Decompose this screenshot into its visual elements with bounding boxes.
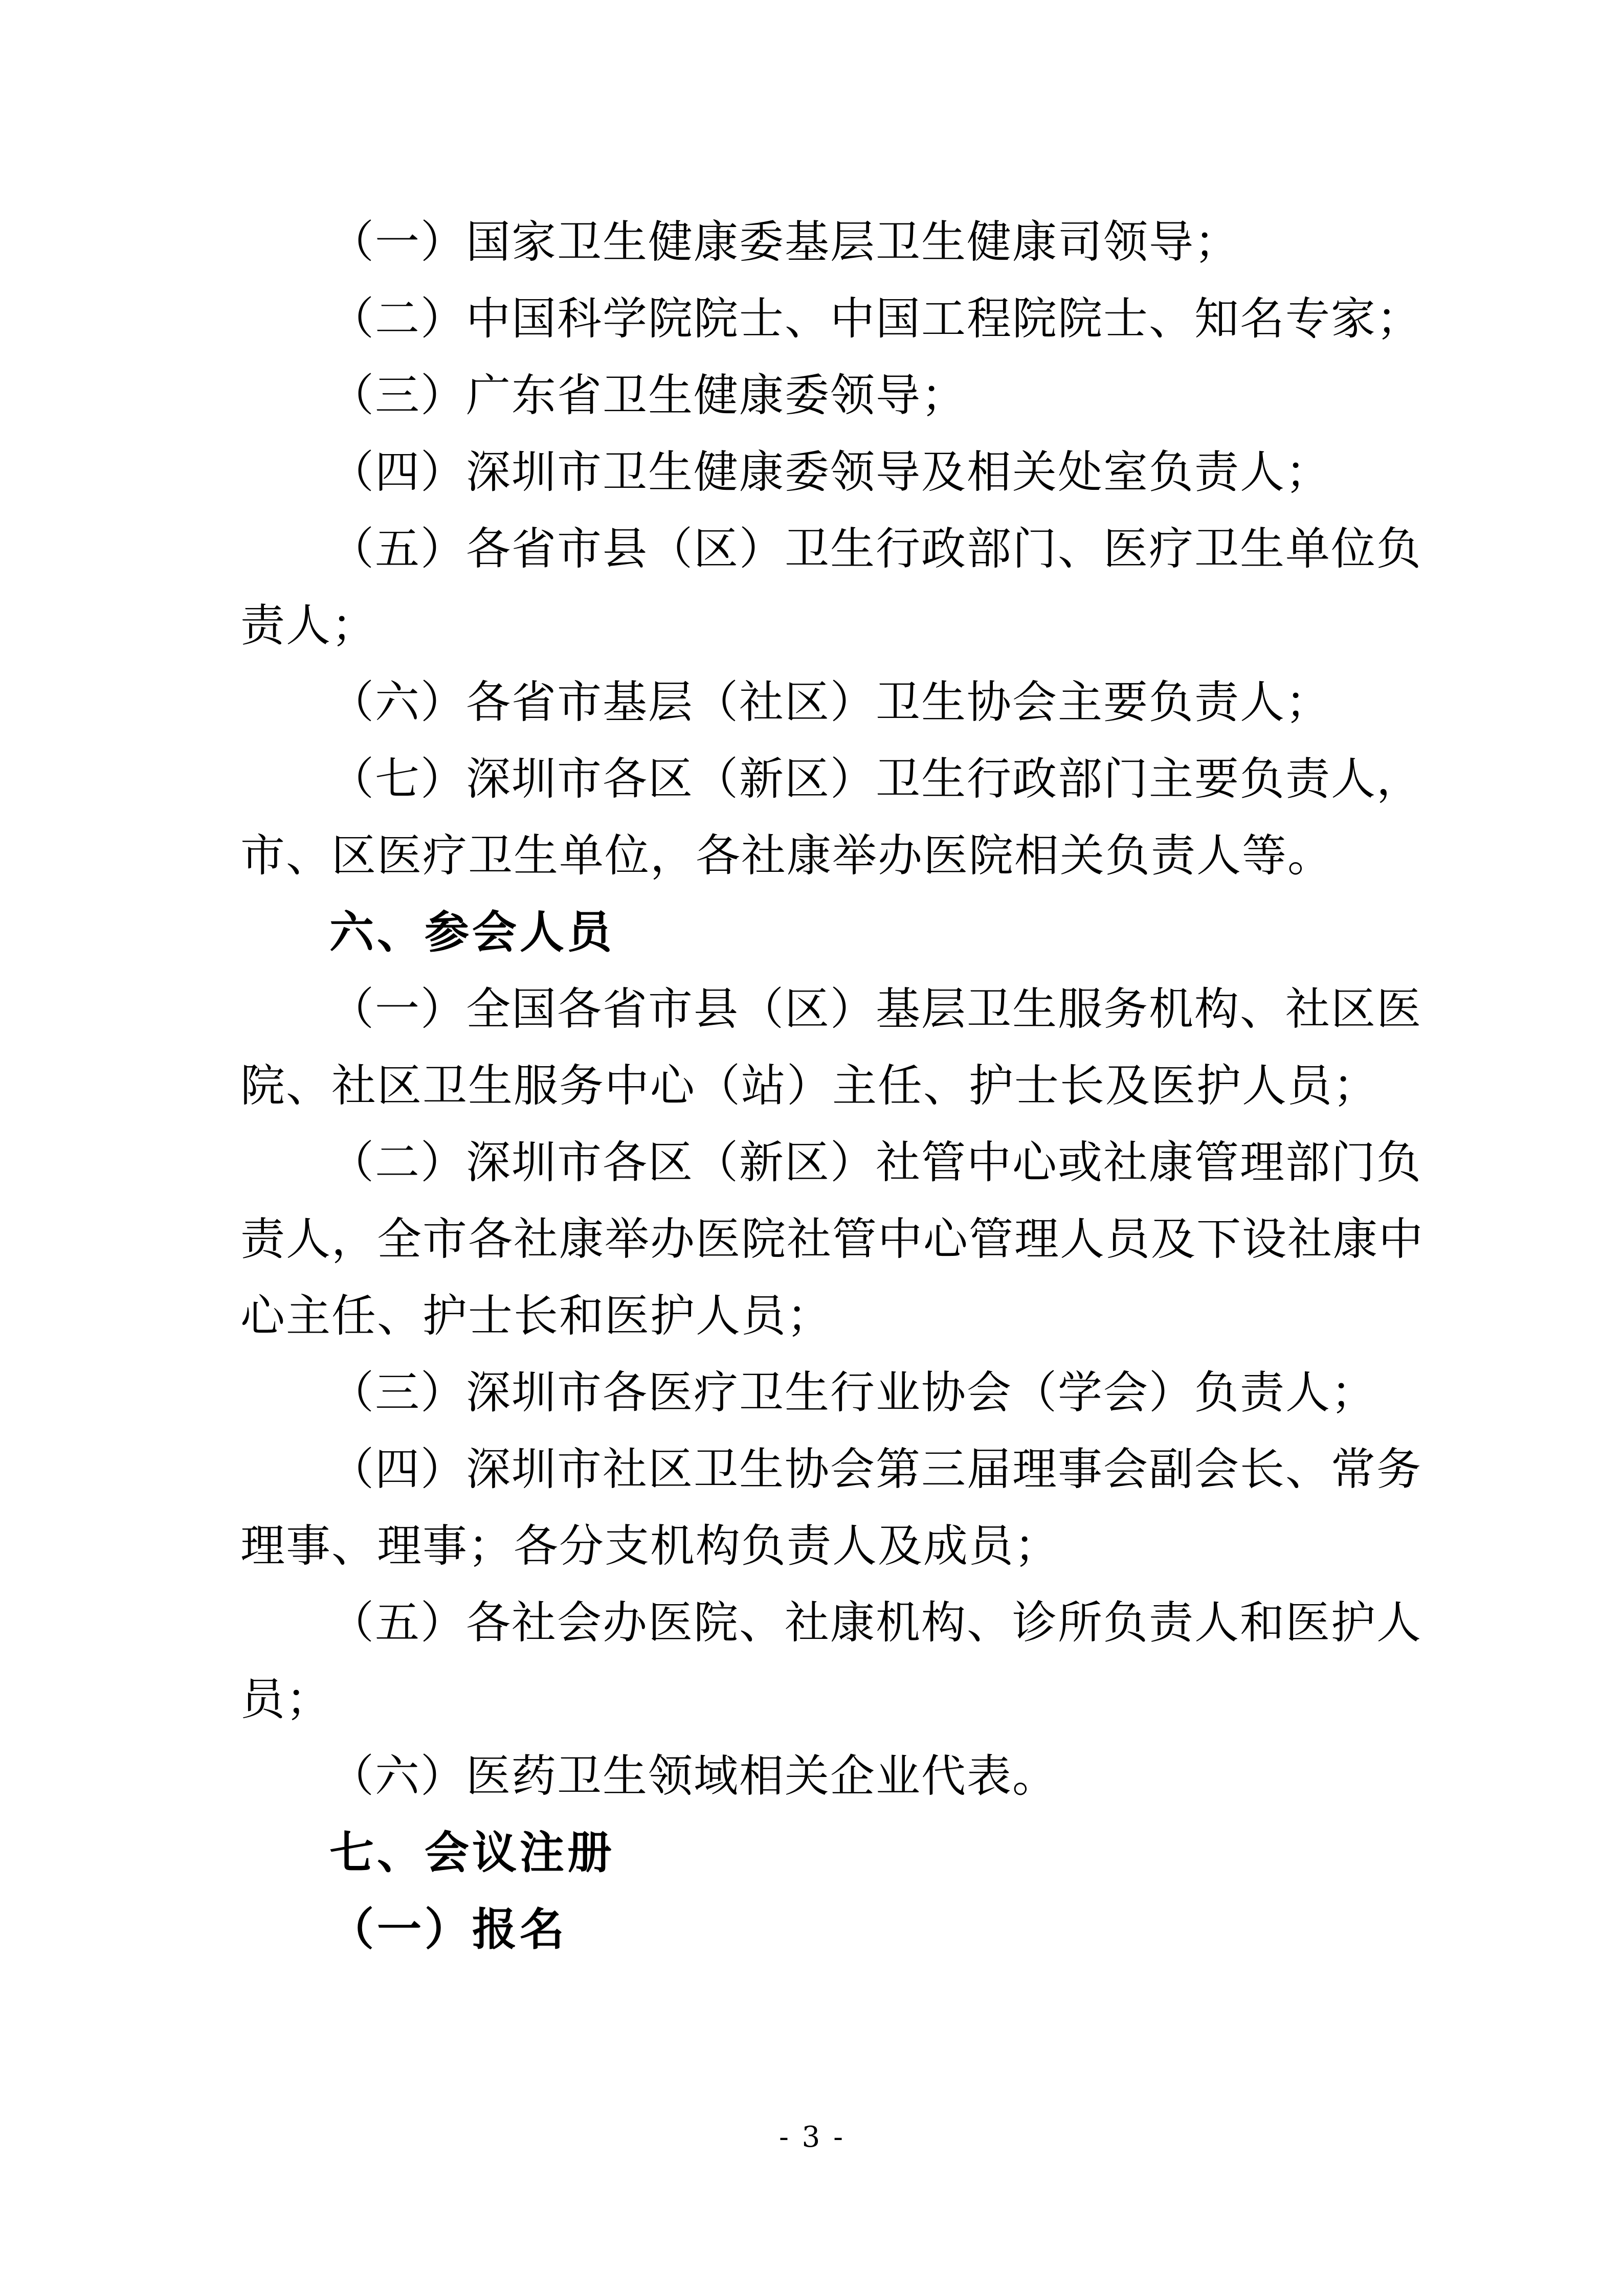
list-item: （三）深圳市各医疗卫生行业协会（学会）负责人；	[329, 1366, 1376, 1419]
list-item: （六）各省市基层（社区）卫生协会主要负责人；	[329, 676, 1331, 728]
text-line: 理事、理事；各分支机构负责人及成员；	[240, 1520, 1060, 1572]
page-number: - 3 -	[778, 2121, 846, 2154]
text-line: 心主任、护士长和医护人员；	[240, 1290, 832, 1342]
list-item: （ 五 ） 各 社 会 办 医 院 、 社 康 机 构 、 诊 所 负 责 人 和 医 护 人	[329, 1596, 1422, 1649]
subsection-heading: （一）报名	[329, 1903, 567, 1955]
list-item: （ 一 ） 全 国 各 省 市 县 （ 区 ） 基 层 卫 生 服 务 机 构 、 社 区 医	[329, 983, 1422, 1035]
list-item: （ 五 ） 各 省 市 县 （ 区 ） 卫 生 行 政 部 门 、 医 疗 卫 生 单 位 负	[329, 523, 1422, 575]
list-item: （四）深圳市卫生健康委领导及相关处室负责人；	[329, 446, 1331, 498]
text-line: 员；	[240, 1673, 331, 1725]
text-line: 责 人 ， 全 市 各 社 康 举 办 医 院 社 管 中 心 管 理 人 员 及 下 设 社 康 中	[240, 1213, 1424, 1265]
text-line: 责人；	[240, 599, 377, 651]
list-item: （六）医药卫生领域相关企业代表。	[329, 1750, 1058, 1802]
section-heading: 七、会议注册	[329, 1827, 615, 1879]
text-line: 市、区医疗卫生单位，各社康举办医院相关负责人等。	[240, 829, 1333, 882]
list-item: （一）国家卫生健康委基层卫生健康司领导；	[329, 216, 1240, 268]
list-item: （ 四 ） 深 圳 市 社 区 卫 生 协 会 第 三 届 理 事 会 副 会 长 、 常 务	[329, 1443, 1422, 1495]
list-item: （三）广东省卫生健康委领导；	[329, 369, 967, 421]
section-heading: 六、参会人员	[329, 906, 615, 958]
list-item: （ 七 ） 深 圳 市 各 区 （ 新 区 ） 卫 生 行 政 部 门 主 要 负 责 人 ，	[329, 753, 1422, 805]
list-item: （ 二 ） 深 圳 市 各 区 （ 新 区 ） 社 管 中 心 或 社 康 管 理 部 门 负	[329, 1136, 1422, 1188]
list-item: （二）中国科学院院士、中国工程院院士、知名专家；	[329, 292, 1422, 345]
document-body	[240, 204, 1424, 1968]
text-line: 院、社区卫生服务中心（站）主任、护士长及医护人员；	[240, 1060, 1378, 1112]
